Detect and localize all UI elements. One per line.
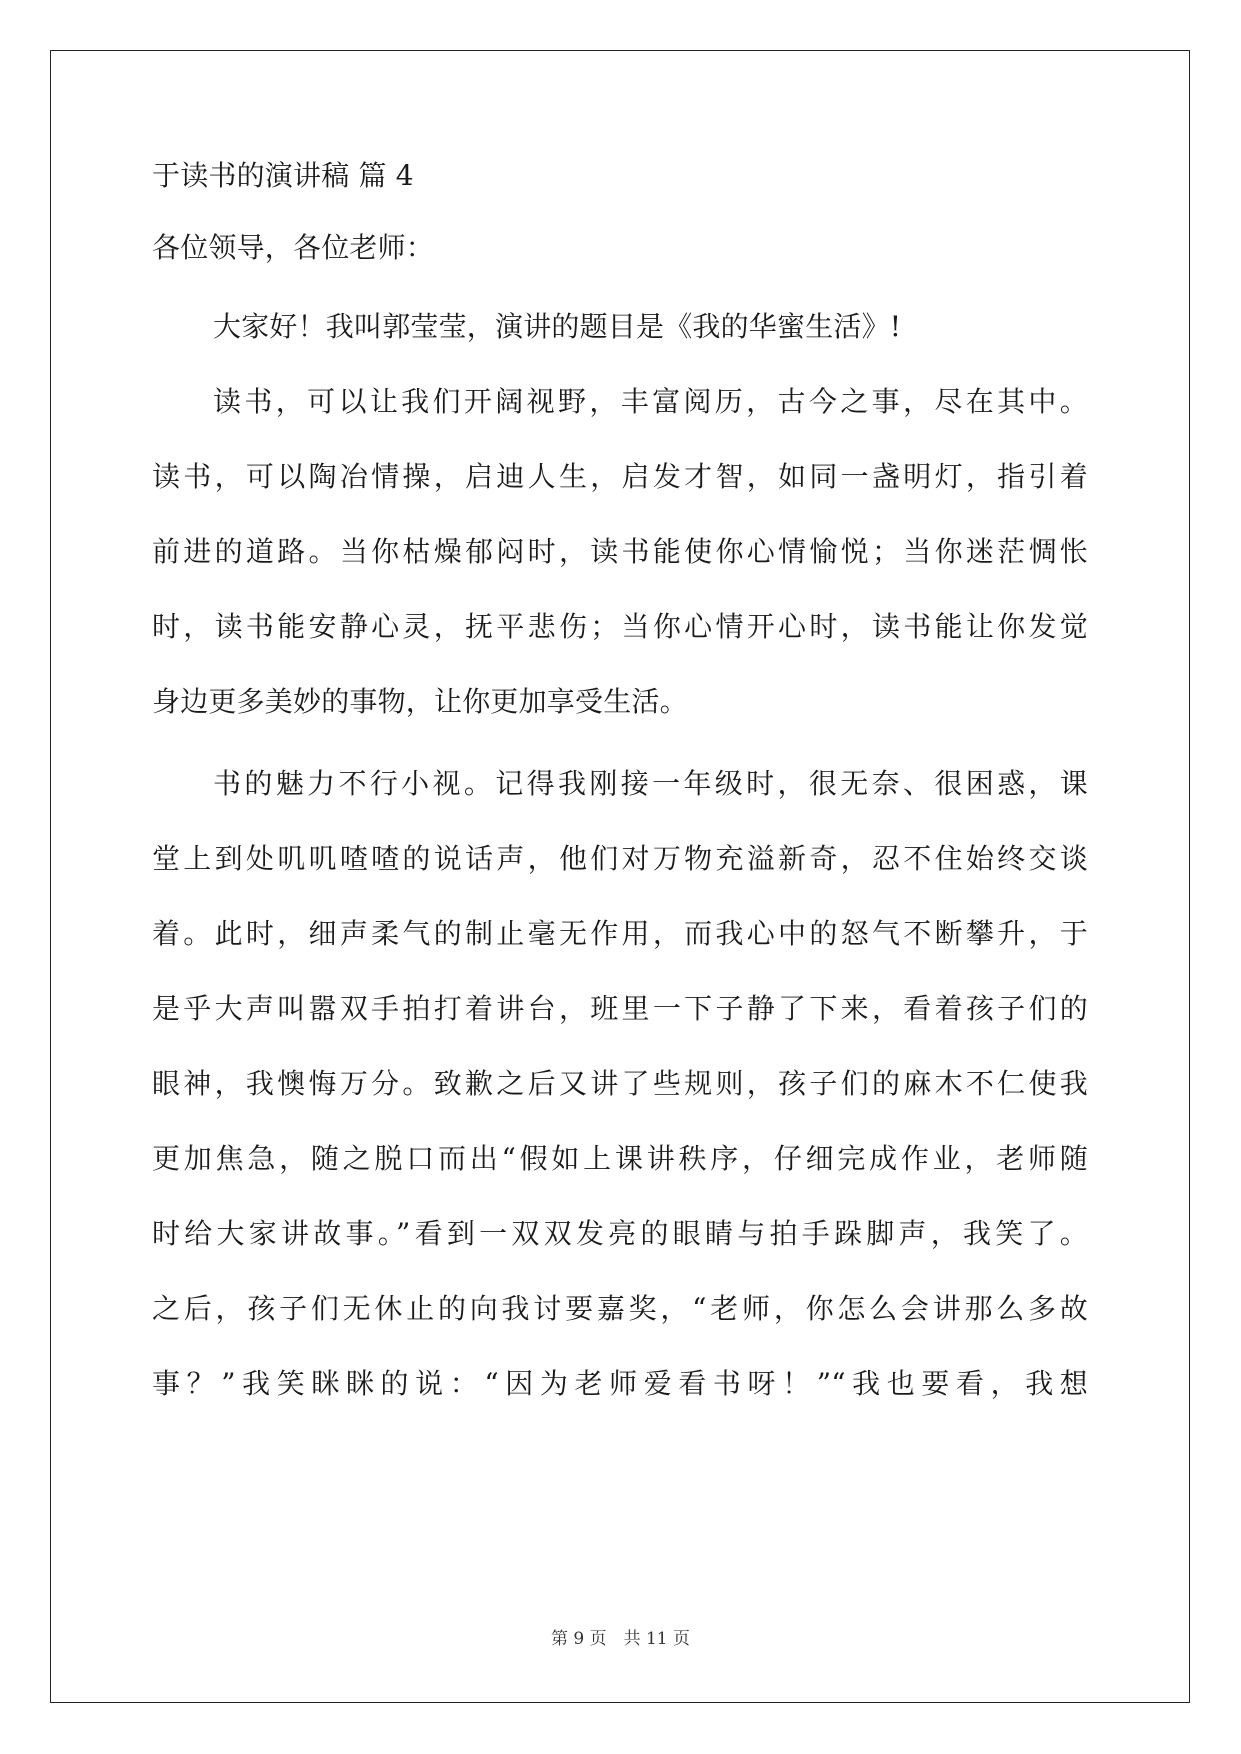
body-line: 时，读书能安静心灵，抚平悲伤；当你心情开心时，读书能让你发觉: [152, 610, 1088, 643]
page-number: 第 9 页 共 11 页: [550, 1629, 691, 1649]
body-line: 书的魅力不行小视。记得我刚接一年级时，很无奈、很困惑，课: [213, 767, 1088, 800]
body-line: 之后，孩子们无休止的向我讨要嘉奖，“老师，你怎么会讲那么多故: [152, 1292, 1088, 1325]
salutation: 各位领导，各位老师：: [152, 231, 435, 264]
body-line: 事？”我笑眯眯的说：“因为老师爱看书呀！”“我也要看，我想: [152, 1367, 1088, 1400]
body-line: 堂上到处叽叽喳喳的说话声，他们对万物充溢新奇，忍不住始终交谈: [152, 842, 1088, 875]
body-line: 时给大家讲故事。”看到一双双发亮的眼睛与拍手跺脚声，我笑了。: [152, 1217, 1088, 1250]
body-line: 眼神，我懊悔万分。致歉之后又讲了些规则，孩子们的麻木不仁使我: [152, 1067, 1088, 1100]
body-line: 着。此时，细声柔气的制止毫无作用，而我心中的怒气不断攀升，于: [152, 917, 1088, 950]
body-line: 大家好！我叫郭莹莹，演讲的题目是《我的华蜜生活》!: [213, 310, 902, 343]
body-line: 读书，可以陶冶情操，启迪人生，启发才智，如同一盏明灯，指引着: [152, 460, 1088, 493]
body-line: 读书，可以让我们开阔视野，丰富阅历，古今之事，尽在其中。: [213, 385, 1088, 418]
body-line: 是乎大声叫嚣双手拍打着讲台，班里一下子静了下来，看着孩子们的: [152, 992, 1088, 1025]
body-line: 前进的道路。当你枯燥郁闷时，读书能使你心情愉悦；当你迷茫惆怅: [152, 535, 1088, 568]
body-line: 更加焦急，随之脱口而出“假如上课讲秩序，仔细完成作业，老师随: [152, 1142, 1088, 1175]
body-line: 身边更多美妙的事物，让你更加享受生活。: [152, 685, 688, 718]
document-title: 于读书的演讲稿 篇 4: [152, 159, 414, 192]
